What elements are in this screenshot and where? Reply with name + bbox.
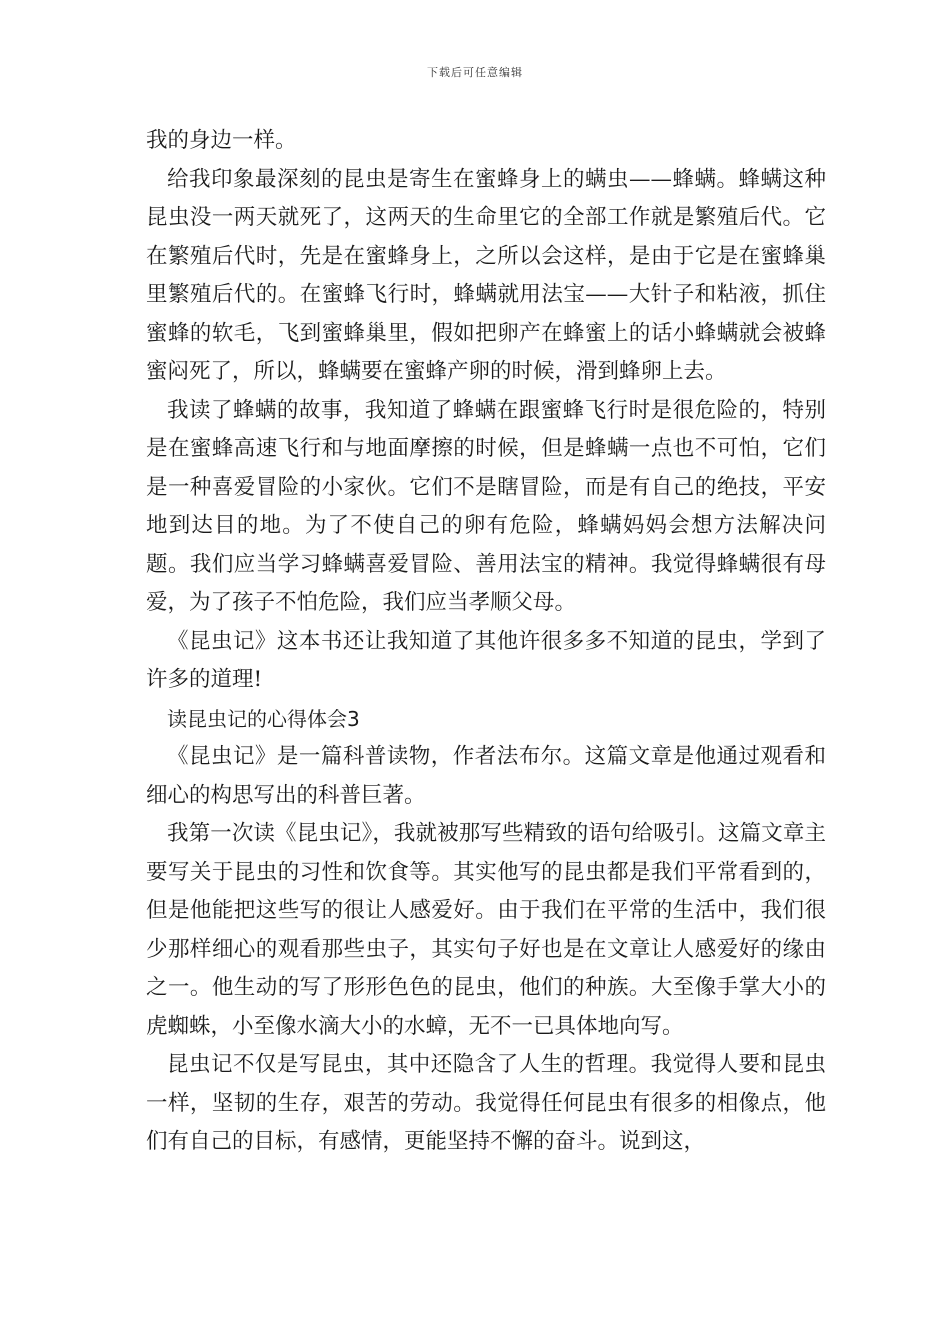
document-body <box>146 122 826 1162</box>
paragraph-first-read: 我第一次读《昆虫记》，我就被那写些精致的语句给吸引。这篇文章主要写关于昆虫的习性和饮食等。其实他写的昆虫都是我们平常看到的，但是他能把这些写的很让人感爱好。由于我们在平常的生活中，我们很少那样细心的观看那些虫子，其实句子好也是在文章让人感爱好的缘由之一。他生动的写了形形色色的昆虫，他们的种族。大至像手掌大小的虎蜘蛛，小至像水滴大小的水蟑，无不一已具体地向写。 <box>146 821 826 1039</box>
paragraph-philosophy: 昆虫记不仅是写昆虫，其中还隐含了人生的哲理。我觉得人要和昆虫一样，坚韧的生存，艰苦的劳动。我觉得任何昆虫有很多的相像点，他们有自己的目标，有感情，更能坚持不懈的奋斗。说到这， <box>146 1052 826 1154</box>
paragraph-conclusion: 《昆虫记》这本书还让我知道了其他许很多多不知道的昆虫，学到了许多的道理! <box>146 628 826 692</box>
paragraph-bee-mite: 给我印象最深刻的昆虫是寄生在蜜蜂身上的螨虫——蜂螨。蜂螨这种昆虫没一两天就死了，这两天的生命里它的全部工作就是繁殖后代。它在繁殖后代时，先是在蜜蜂身上，之所以会这样，是由于它是在蜜蜂巢里繁殖后代的。在蜜蜂飞行时，蜂螨就用法宝——大针子和粘液，抓住蜜蜂的软毛，飞到蜜蜂巢里，假如把卵产在蜂蜜上的话小蜂螨就会被蜂蜜闷死了，所以，蜂螨要在蜜蜂产卵的时候，滑到蜂卵上去。 <box>146 166 826 384</box>
page-header: 下载后可任意编辑 <box>427 66 523 79</box>
paragraph-intro: 《昆虫记》是一篇科普读物，作者法布尔。这篇文章是他通过观看和细心的构思写出的科普巨著。 <box>146 744 826 808</box>
section-heading: 读昆虫记的心得体会3 <box>167 706 360 731</box>
paragraph-continuation: 我的身边一样。 <box>146 128 297 153</box>
paragraph-reflection: 我读了蜂螨的故事，我知道了蜂螨在跟蜜蜂飞行时是很危险的，特别是在蜜蜂高速飞行和与地面摩擦的时候，但是蜂螨一点也不可怕，它们是一种喜爱冒险的小家伙。它们不是瞎冒险，而是有自己的绝技，平安地到达目的地。为了不使自己的卵有危险，蜂螨妈妈会想方法解决问题。我们应当学习蜂螨喜爱冒险、善用法宝的精神。我觉得蜂螨很有母爱，为了孩子不怕危险，我们应当孝顺父母。 <box>146 397 826 615</box>
